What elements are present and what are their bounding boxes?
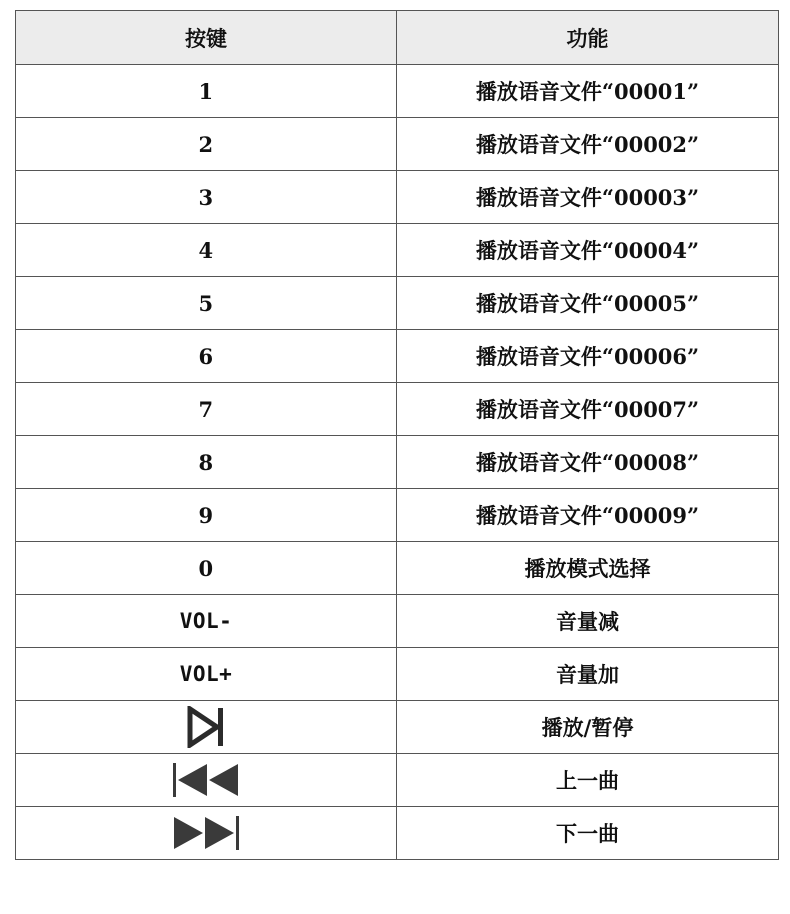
function-cell: 播放/暂停 (397, 701, 779, 754)
table-row (16, 65, 779, 118)
function-cell: 播放语音文件“00008” (397, 436, 779, 489)
next-track-icon (172, 814, 240, 852)
key-cell: 4 (16, 224, 397, 277)
function-cell: 播放语音文件“00009” (397, 489, 779, 542)
table-row (16, 489, 779, 542)
function-cell: 下一曲 (397, 807, 779, 860)
key-cell: 0 (16, 542, 397, 595)
key-cell: 6 (16, 330, 397, 383)
key-cell (16, 754, 397, 807)
table-row (16, 542, 779, 595)
key-cell: VOL- (16, 595, 397, 648)
function-cell: 播放语音文件“00001” (397, 65, 779, 118)
table-header-row (16, 11, 779, 65)
table-row (16, 648, 779, 701)
key-function-table (15, 10, 779, 860)
key-cell: 9 (16, 489, 397, 542)
key-cell (16, 701, 397, 754)
function-cell: 播放模式选择 (397, 542, 779, 595)
function-cell: 播放语音文件“00003” (397, 171, 779, 224)
key-cell: 7 (16, 383, 397, 436)
key-cell: 5 (16, 277, 397, 330)
table-row (16, 436, 779, 489)
header-key: 按键 (16, 11, 397, 65)
function-cell: 音量加 (397, 648, 779, 701)
table-row (16, 383, 779, 436)
table-row (16, 754, 779, 807)
function-cell: 上一曲 (397, 754, 779, 807)
function-cell: 播放语音文件“00004” (397, 224, 779, 277)
table-row (16, 277, 779, 330)
function-cell: 播放语音文件“00005” (397, 277, 779, 330)
table-row (16, 701, 779, 754)
key-cell: 2 (16, 118, 397, 171)
play-pause-icon (186, 706, 226, 748)
function-cell: 播放语音文件“00007” (397, 383, 779, 436)
key-cell: 3 (16, 171, 397, 224)
function-cell: 播放语音文件“00006” (397, 330, 779, 383)
table-row (16, 118, 779, 171)
table-row (16, 807, 779, 860)
table-row (16, 224, 779, 277)
table-row (16, 595, 779, 648)
key-cell (16, 807, 397, 860)
function-cell: 播放语音文件“00002” (397, 118, 779, 171)
table-row (16, 330, 779, 383)
key-cell: VOL+ (16, 648, 397, 701)
header-function: 功能 (397, 11, 779, 65)
key-cell: 8 (16, 436, 397, 489)
table-row (16, 171, 779, 224)
previous-track-icon (172, 761, 240, 799)
function-cell: 音量减 (397, 595, 779, 648)
key-cell: 1 (16, 65, 397, 118)
